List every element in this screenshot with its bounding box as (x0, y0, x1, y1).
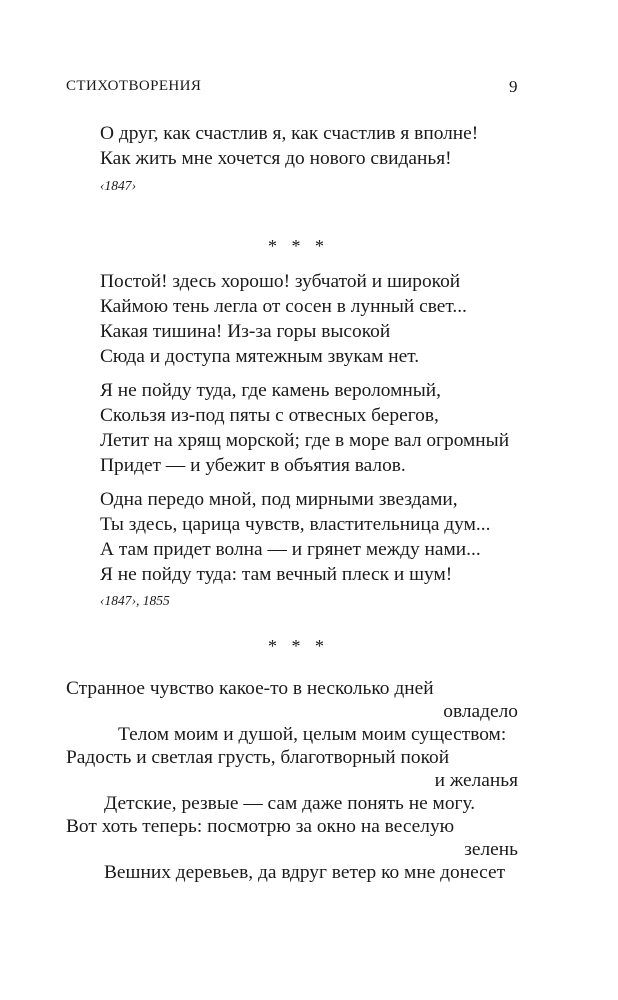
poem2-line: Я не пойду туда, где камень вероломный, (100, 380, 442, 401)
poem2-line: Каймою тень легла от сосен в лунный свет... (100, 296, 467, 317)
poem2-line: Какая тишина! Из-за горы высокой (100, 321, 391, 342)
poem3-line: Вот хоть теперь: посмотрю за окно на веселую (66, 816, 455, 837)
page-number: 9 (509, 77, 518, 96)
poem1-line: О друг, как счастлив я, как счастлив я вполне! (100, 123, 479, 144)
poem2-line: Одна передо мной, под мирными звездами, (100, 489, 458, 510)
poem3-line: Странное чувство какое-то в несколько дней (66, 678, 434, 699)
poem2-line: Постой! здесь хорошо! зубчатой и широкой (100, 271, 461, 292)
poem3-line: Вешних деревьев, да вдруг ветер ко мне донесет (104, 862, 506, 883)
poem1-date: ‹1847› (100, 178, 136, 193)
poem3-line: Радость и светлая грусть, благотворный покой (66, 747, 450, 768)
poem2-line: Сюда и доступа мятежным звукам нет. (100, 346, 420, 367)
poem3-line-continuation: и желанья (434, 770, 518, 791)
poem2-asterisks-title: * * * (268, 236, 329, 256)
poem3-line-continuation: зелень (464, 839, 518, 860)
poem2-date: ‹1847›, 1855 (100, 593, 170, 608)
poem2-line: Летит на хрящ морской; где в море вал огромный (100, 430, 510, 451)
poem2-line: Придет — и убежит в объятия валов. (100, 455, 406, 476)
poem3-asterisks-title: * * * (268, 636, 329, 656)
poem3-line: Детские, резвые — сам даже понять не могу. (104, 793, 476, 814)
poem1-line: Как жить мне хочется до нового свиданья! (100, 148, 452, 169)
poem2-line: Ты здесь, царица чувств, властительница дум... (100, 514, 491, 535)
poem3-line-continuation: овладело (443, 701, 518, 722)
poem2-line: Я не пойду туда: там вечный плеск и шум! (100, 564, 453, 585)
poem2-line: Скользя из-под пяты с отвесных берегов, (100, 405, 439, 426)
running-header-title: СТИХОТВОРЕНИЯ (66, 78, 202, 94)
poem2-line: А там придет волна — и грянет между нами... (100, 539, 481, 560)
poem3-line: Телом моим и душой, целым моим существом: (118, 724, 507, 745)
